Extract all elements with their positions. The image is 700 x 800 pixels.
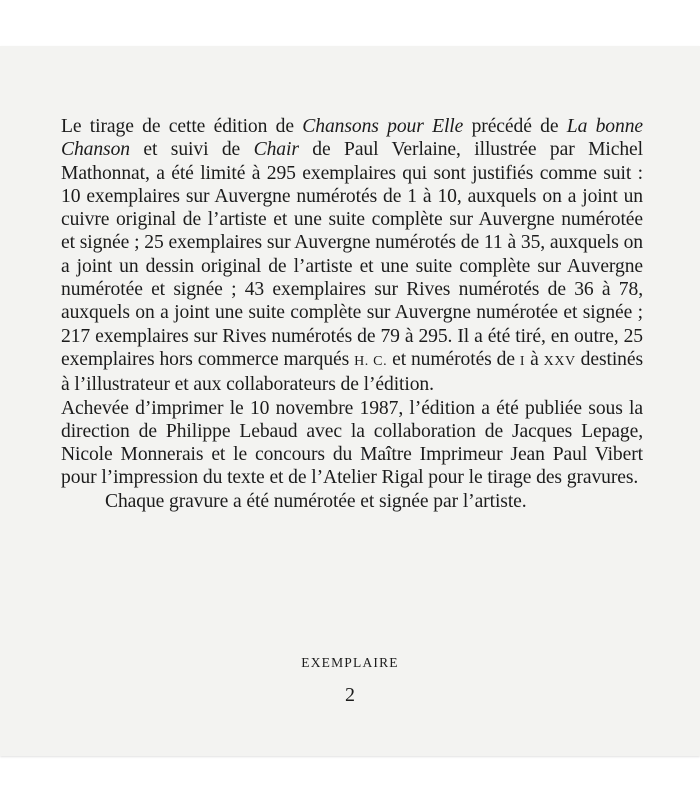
exemplaire-number: 2 xyxy=(345,684,355,706)
text-run: destinés à l’illustrateur et aux collaborateurs de l’édition. xyxy=(61,348,644,396)
colophon-paragraph-edition xyxy=(61,115,643,397)
text-run: à xyxy=(525,348,544,370)
page-sheet xyxy=(0,46,700,756)
hors-commerce-mark: H. C. xyxy=(354,353,388,369)
colophon-paragraph-signature: Chaque gravure a été numérotée et signée par l’artiste. xyxy=(105,490,527,512)
text-run: de Paul Verlaine, illustrée par Michel Mathonnat, a été limité à 295 exemplaires qui sont justifiés comme suit : 10 exemplaires sur Auvergne numérotés de 1 à 10, auxquels on a joint un cuivre original de l’artiste et une suite complète sur Auvergne numérotée et signée ; 25 exemplaires sur Auvergne numérotés de 11 à 35, auxquels on a joint un dessin original de l’artiste et une suite complète sur Auvergne numérotée et signée ; 43 exemplaires sur Rives numérotés de 36 à 78, auxquels on a joint une suite complète sur Auvergne numérotée et signée ; 217 exemplaires sur Rives numérotés de 79 à 295. Il a été tiré, en outre, 25 exemplaires hors commerce marqués xyxy=(61,139,643,370)
roman-range-end: XXV xyxy=(543,353,576,369)
title-chansons-pour-elle: Chansons pour Elle xyxy=(302,116,464,137)
colophon-paragraph-printing: Achevée d’imprimer le 10 novembre 1987, l’édition a été publiée sous la direction de Philippe Lebaud avec la collaboration de Jacques Lepage, Nicole Monnerais et le concours du Maître Imprimeur Jean Paul Vibert pour l’impression du texte et de l’Atelier Rigal pour le tirage des gravures. xyxy=(61,397,643,489)
text-run: précédé de xyxy=(463,116,567,137)
text-run: Le tirage de cette édition de xyxy=(61,116,303,137)
roman-range-start: I xyxy=(519,353,526,369)
title-chair: Chair xyxy=(253,139,299,161)
text-run: et numérotés de xyxy=(387,348,520,370)
text-run: et suivi de xyxy=(129,139,254,161)
title-la-bonne-chanson: La bonne Chanson xyxy=(61,116,643,161)
colophon-text xyxy=(61,115,643,513)
exemplaire-label: EXEMPLAIRE xyxy=(301,655,399,670)
